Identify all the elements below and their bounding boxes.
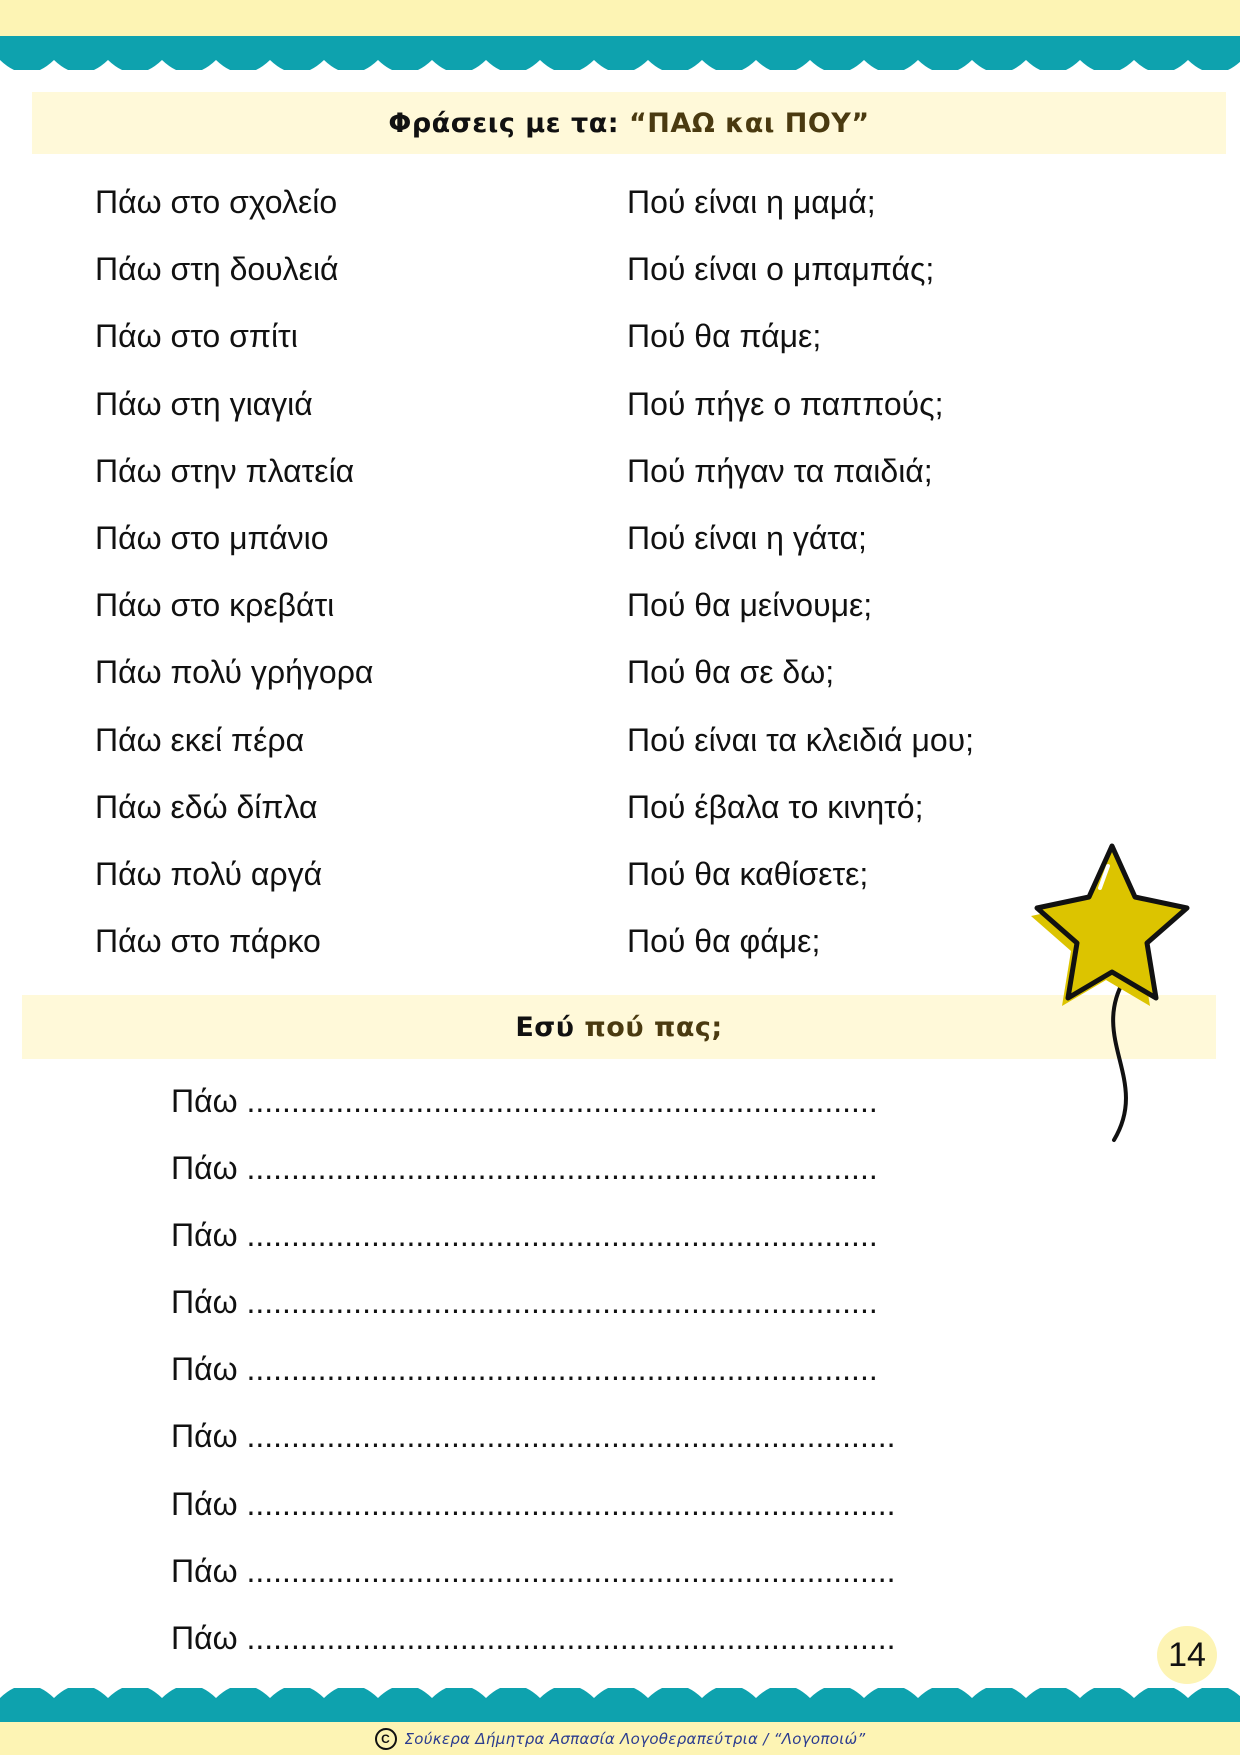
fill-in-line[interactable]: Πάω ......................................................................... <box>171 1619 896 1656</box>
pao-phrase: Πάω πολύ αργά <box>95 855 323 892</box>
balloon-star-icon <box>1020 840 1210 1150</box>
pao-phrase-list <box>95 175 373 981</box>
pao-phrase: Πάω στο μπάνιο <box>95 519 329 556</box>
bottom-wave-border <box>0 1688 1240 1722</box>
fill-in-line[interactable]: Πάω ....................................................................... <box>171 1284 878 1321</box>
top-wave-border <box>0 36 1240 70</box>
pou-phrase: Πού είναι η γάτα; <box>627 519 867 556</box>
exercise-title <box>515 1012 722 1043</box>
pao-phrase: Πάω στο πάρκο <box>95 923 321 960</box>
fill-in-line[interactable]: Πάω ......................................................................... <box>171 1552 896 1589</box>
pao-phrase: Πάω στην πλατεία <box>95 452 355 489</box>
pou-phrase: Πού θα πάμε; <box>627 318 822 355</box>
pou-phrase: Πού πήγαν τα παιδιά; <box>627 452 933 489</box>
fill-in-line[interactable]: Πάω ....................................................................... <box>171 1351 878 1388</box>
pou-phrase: Πού έβαλα το κινητό; <box>627 788 924 825</box>
pou-phrase: Πού είναι ο μπαμπάς; <box>627 251 935 288</box>
fill-in-line[interactable]: Πάω ....................................................................... <box>171 1083 878 1119</box>
exercise-title-prefix: Εσύ <box>515 1011 585 1043</box>
pao-phrase: Πάω εδώ δίπλα <box>95 788 318 825</box>
page-number: 14 <box>1157 1626 1217 1684</box>
fill-in-line[interactable]: Πάω ....................................................................... <box>171 1217 878 1254</box>
pao-phrase: Πάω πολύ γρήγορα <box>95 654 374 691</box>
pou-phrase: Πού θα φάμε; <box>627 923 821 960</box>
pao-phrase: Πάω εκεί πέρα <box>95 721 305 758</box>
pou-phrase: Πού θα μείνουμε; <box>627 587 873 624</box>
fill-in-line[interactable]: Πάω ......................................................................... <box>171 1485 896 1522</box>
pou-phrase: Πού θα καθίσετε; <box>627 855 869 892</box>
pou-phrase: Πού είναι τα κλειδιά μου; <box>627 721 975 758</box>
copyright-icon: C <box>375 1728 397 1750</box>
pou-phrase-list <box>627 175 974 981</box>
pao-phrase: Πάω στη δουλειά <box>95 251 339 288</box>
page-title-prefix: Φράσεις με τα: <box>388 107 629 139</box>
page-title <box>388 108 869 139</box>
exercise-title-highlight: πού πας; <box>584 1011 723 1043</box>
pao-phrase: Πάω στο σχολείο <box>95 184 338 220</box>
fill-in-line[interactable]: Πάω ....................................................................... <box>171 1150 878 1187</box>
page-title-highlight: “ΠΑΩ και ΠΟΥ” <box>629 107 870 139</box>
footer-strip <box>0 1722 1240 1755</box>
pou-phrase: Πού είναι η μαμά; <box>627 184 876 220</box>
pou-phrase: Πού θα σε δω; <box>627 654 835 691</box>
fill-in-list <box>171 1074 896 1678</box>
author-credit: Σούκερα Δήμητρα Ασπασία Λογοθεραπεύτρια / “Λογοποιώ” <box>404 1729 866 1748</box>
fill-in-line[interactable]: Πάω ......................................................................... <box>171 1418 896 1455</box>
pao-phrase: Πάω στο κρεβάτι <box>95 587 335 624</box>
pou-phrase: Πού πήγε ο παππούς; <box>627 385 944 422</box>
title-banner <box>32 92 1226 154</box>
pao-phrase: Πάω στη γιαγιά <box>95 385 313 422</box>
top-yellow-strip <box>0 0 1240 36</box>
pao-phrase: Πάω στο σπίτι <box>95 318 298 355</box>
